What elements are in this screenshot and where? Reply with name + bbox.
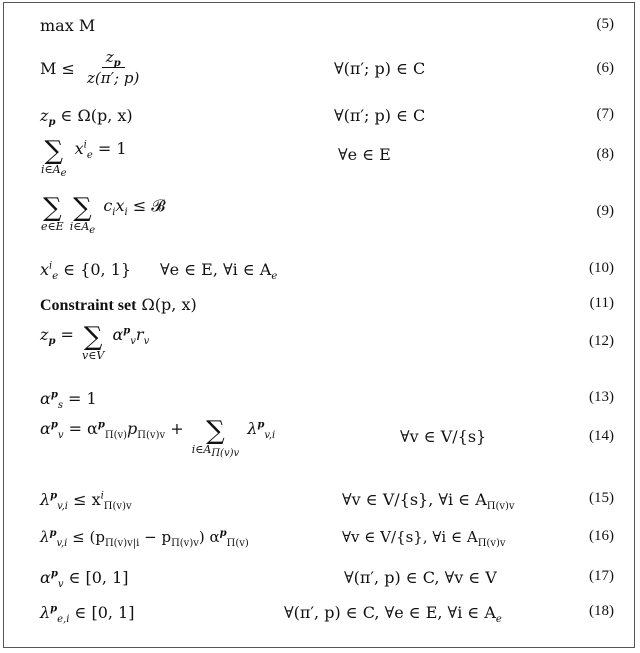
eq6-lhs <box>40 59 75 78</box>
eq14-sum-lim-sub: Π(v)v <box>211 448 240 460</box>
eq14-rhs-p: p <box>127 418 138 438</box>
eq12-sum-lim: v∈V <box>82 349 105 362</box>
eq15-rhs: ≤ x <box>73 490 101 509</box>
eq16-cond-sub: Π(v)v <box>477 538 506 549</box>
eq10-expression <box>40 260 132 283</box>
eq14-expression <box>40 416 276 460</box>
eq9-sum-1: ∑ e∈E <box>41 193 64 233</box>
eq10-body-sup: i <box>49 260 53 272</box>
eq15-cond-sub: Π(v)v <box>486 501 515 513</box>
eq12-body-sup: p <box>123 325 131 337</box>
eq18-lhs-sup: p <box>50 603 58 615</box>
eq9-sum2-lim: i∈A <box>69 220 90 233</box>
eq14-lhs-sub: v <box>57 429 64 441</box>
eq9-expression <box>38 193 166 237</box>
eq15-number: (15) <box>589 490 614 506</box>
eq7-rhs: ∈ Ω(p, x) <box>60 106 133 125</box>
eq15-lhs-sup: p <box>50 490 58 502</box>
eq8-body-sup: i <box>83 139 87 151</box>
eq10-body-sub: e <box>52 271 59 283</box>
eq14-rhs-alpha-sup: p <box>97 419 105 431</box>
eq9-sum-2: ∑ $i\in A_e$ <box>69 193 96 237</box>
eq14-sum-lim: i∈A <box>191 443 212 456</box>
eq12-number: (12) <box>589 333 614 349</box>
eq12-lhs-sub: p <box>48 335 56 347</box>
eq15-expression <box>40 490 132 513</box>
eq13-expression <box>40 389 97 412</box>
eq13-lhs-sub: s <box>57 400 63 412</box>
eq18-rhs: ∈ [0, 1] <box>74 603 135 622</box>
eq16-lhs: λ <box>40 528 50 546</box>
eq17-rhs: ∈ [0, 1] <box>68 568 129 587</box>
eq18-number: (18) <box>589 603 614 619</box>
eq16-lhs-sup: p <box>49 528 57 539</box>
eq6-lhs-left: M ≤ <box>40 59 75 78</box>
eq14-body-lambda: λ <box>247 418 258 438</box>
eq10-rhs: ∈ {0, 1} <box>63 260 132 279</box>
eq8-number: (8) <box>596 146 614 162</box>
eq10-cond-sub: e <box>271 271 278 283</box>
eq12-equals: = <box>60 324 74 344</box>
eq16-number: (16) <box>589 528 614 544</box>
eq11-math: Ω(p, x) <box>141 295 197 314</box>
eq12-body-alpha: α <box>112 324 124 344</box>
eq16-condition <box>342 528 506 549</box>
eq16-cond-text: ∀v ∈ V/{s}, ∀i ∈ A <box>342 528 478 546</box>
eq6-condition: ∀(π′; p) ∈ C <box>334 59 426 78</box>
eq17-lhs-sub: v <box>57 579 64 591</box>
eq9-number: (9) <box>596 203 614 219</box>
eq8-expression <box>38 136 127 180</box>
eq14-rhs-alpha: = α <box>68 418 98 438</box>
eq8-condition: ∀e ∈ E <box>338 145 391 164</box>
eq14-lhs-sup: p <box>50 419 58 431</box>
eq10-cond-text: ∀e ∈ E, ∀i ∈ A <box>160 260 272 279</box>
eq16-rhs-sub2: Π(v)v <box>171 538 199 549</box>
eq7-lhs-z: z <box>40 106 49 125</box>
eq13-lhs-sup: p <box>50 389 58 401</box>
eq11-head-text: Constraint set <box>40 297 137 314</box>
eq12-body-sub: v <box>130 335 136 347</box>
eq14-lhs: α <box>40 418 51 438</box>
eq10-body: x <box>40 260 50 279</box>
eq15-cond-text: ∀v ∈ V/{s}, ∀i ∈ A <box>342 490 487 509</box>
eq16-rhs-mid: − p <box>144 528 172 546</box>
eq7-lhs <box>40 106 133 129</box>
eq14-sum: ∑ $i\in A_{\Pi(v)v}$ <box>191 416 240 460</box>
eq18-cond-sub: e <box>495 614 502 626</box>
eq17-condition: ∀(π′, p) ∈ C, ∀v ∈ V <box>344 568 497 587</box>
eq12-body-r-sub: v <box>143 335 150 347</box>
eq16-rhs-open: ≤ (p <box>72 528 105 546</box>
eq7-number: (7) <box>596 106 614 122</box>
eq13-number: (13) <box>589 389 614 405</box>
eq9-rhs: ≤ 𝓑 <box>132 195 166 215</box>
eq16-close-sub: Π(v) <box>226 538 249 549</box>
eq16-close-sup: p <box>219 528 227 539</box>
eq10-number: (10) <box>589 260 614 276</box>
eq8-body: x <box>74 138 84 158</box>
eq5-lhs: max M <box>40 16 96 35</box>
eq8-body-sub: e <box>86 149 93 161</box>
eq18-condition <box>284 603 502 626</box>
eq6-number: (6) <box>596 60 614 76</box>
eq9-sum1-lim: e∈E <box>41 220 64 233</box>
eq9-body-c: c <box>103 195 113 215</box>
eq18-lhs-sub: e,i <box>57 614 70 626</box>
eq8-rhs: = 1 <box>97 138 127 158</box>
eq15-condition <box>342 490 515 513</box>
eq17-lhs: α <box>40 568 51 587</box>
eq17-expression <box>40 568 129 591</box>
eq15-rhs-sub: Π(v)v <box>103 501 132 513</box>
eq12-body-r: r <box>135 324 144 344</box>
eq8-sum-lim-sub: e <box>60 168 67 180</box>
eq16-rhs-close: ) α <box>198 528 220 546</box>
eq6-frac-num: z <box>105 48 114 66</box>
eq12-lhs: z <box>40 324 49 344</box>
eq14-plus: + <box>170 418 184 438</box>
eq6-frac-num-sub: p <box>113 58 121 69</box>
eq7-lhs-sub: p <box>48 117 56 129</box>
eq5-number: (5) <box>596 16 614 32</box>
eq13-lhs: α <box>40 389 51 408</box>
eq10-condition <box>160 260 278 283</box>
eq14-body-sub: v,i <box>264 429 276 441</box>
eq16-rhs-sub1: Π(v)v|i <box>104 538 140 549</box>
eq8-sum-lim: i∈A <box>41 163 61 176</box>
eq12-expression <box>40 324 149 362</box>
eq18-lhs: λ <box>40 603 51 622</box>
eq14-number: (14) <box>589 428 614 444</box>
eq15-lhs: λ <box>40 490 51 509</box>
eq16-expression <box>40 528 249 549</box>
eq8-sum: ∑ $i\in A_e$ <box>41 136 67 180</box>
eq9-body-x-sub: i <box>124 206 128 218</box>
eq14-body-sup: p <box>257 419 265 431</box>
eq18-cond-text: ∀(π′, p) ∈ C, ∀e ∈ E, ∀i ∈ A <box>284 603 496 622</box>
eq16-lhs-sub: v,i <box>56 538 68 549</box>
eq18-expression <box>40 603 135 626</box>
eq9-body-x: x <box>115 195 125 215</box>
eq14-condition: ∀v ∈ V/{s} <box>400 427 487 446</box>
eq6-fraction <box>87 48 139 87</box>
eq7-condition: ∀(π′; p) ∈ C <box>334 106 426 125</box>
eq11-number: (11) <box>589 295 614 311</box>
eq14-rhs-p-sub: Π(v)v <box>137 429 166 441</box>
eq17-lhs-sup: p <box>50 568 58 580</box>
eq15-lhs-sub: v,i <box>57 501 68 513</box>
eq6-frac-den: z(π′; p) <box>87 69 140 87</box>
eq9-sum2-lim-sub: e <box>89 225 96 237</box>
eq12-sum: ∑ v∈V <box>82 322 105 362</box>
eq14-rhs-alpha-sub: Π(v) <box>104 429 128 441</box>
eq9-body-c-sub: i <box>112 206 116 218</box>
eq15-rhs-sup: i <box>100 490 104 502</box>
eq11-heading <box>40 295 197 315</box>
eq17-number: (17) <box>589 568 614 584</box>
eq13-rhs: = 1 <box>68 389 97 408</box>
